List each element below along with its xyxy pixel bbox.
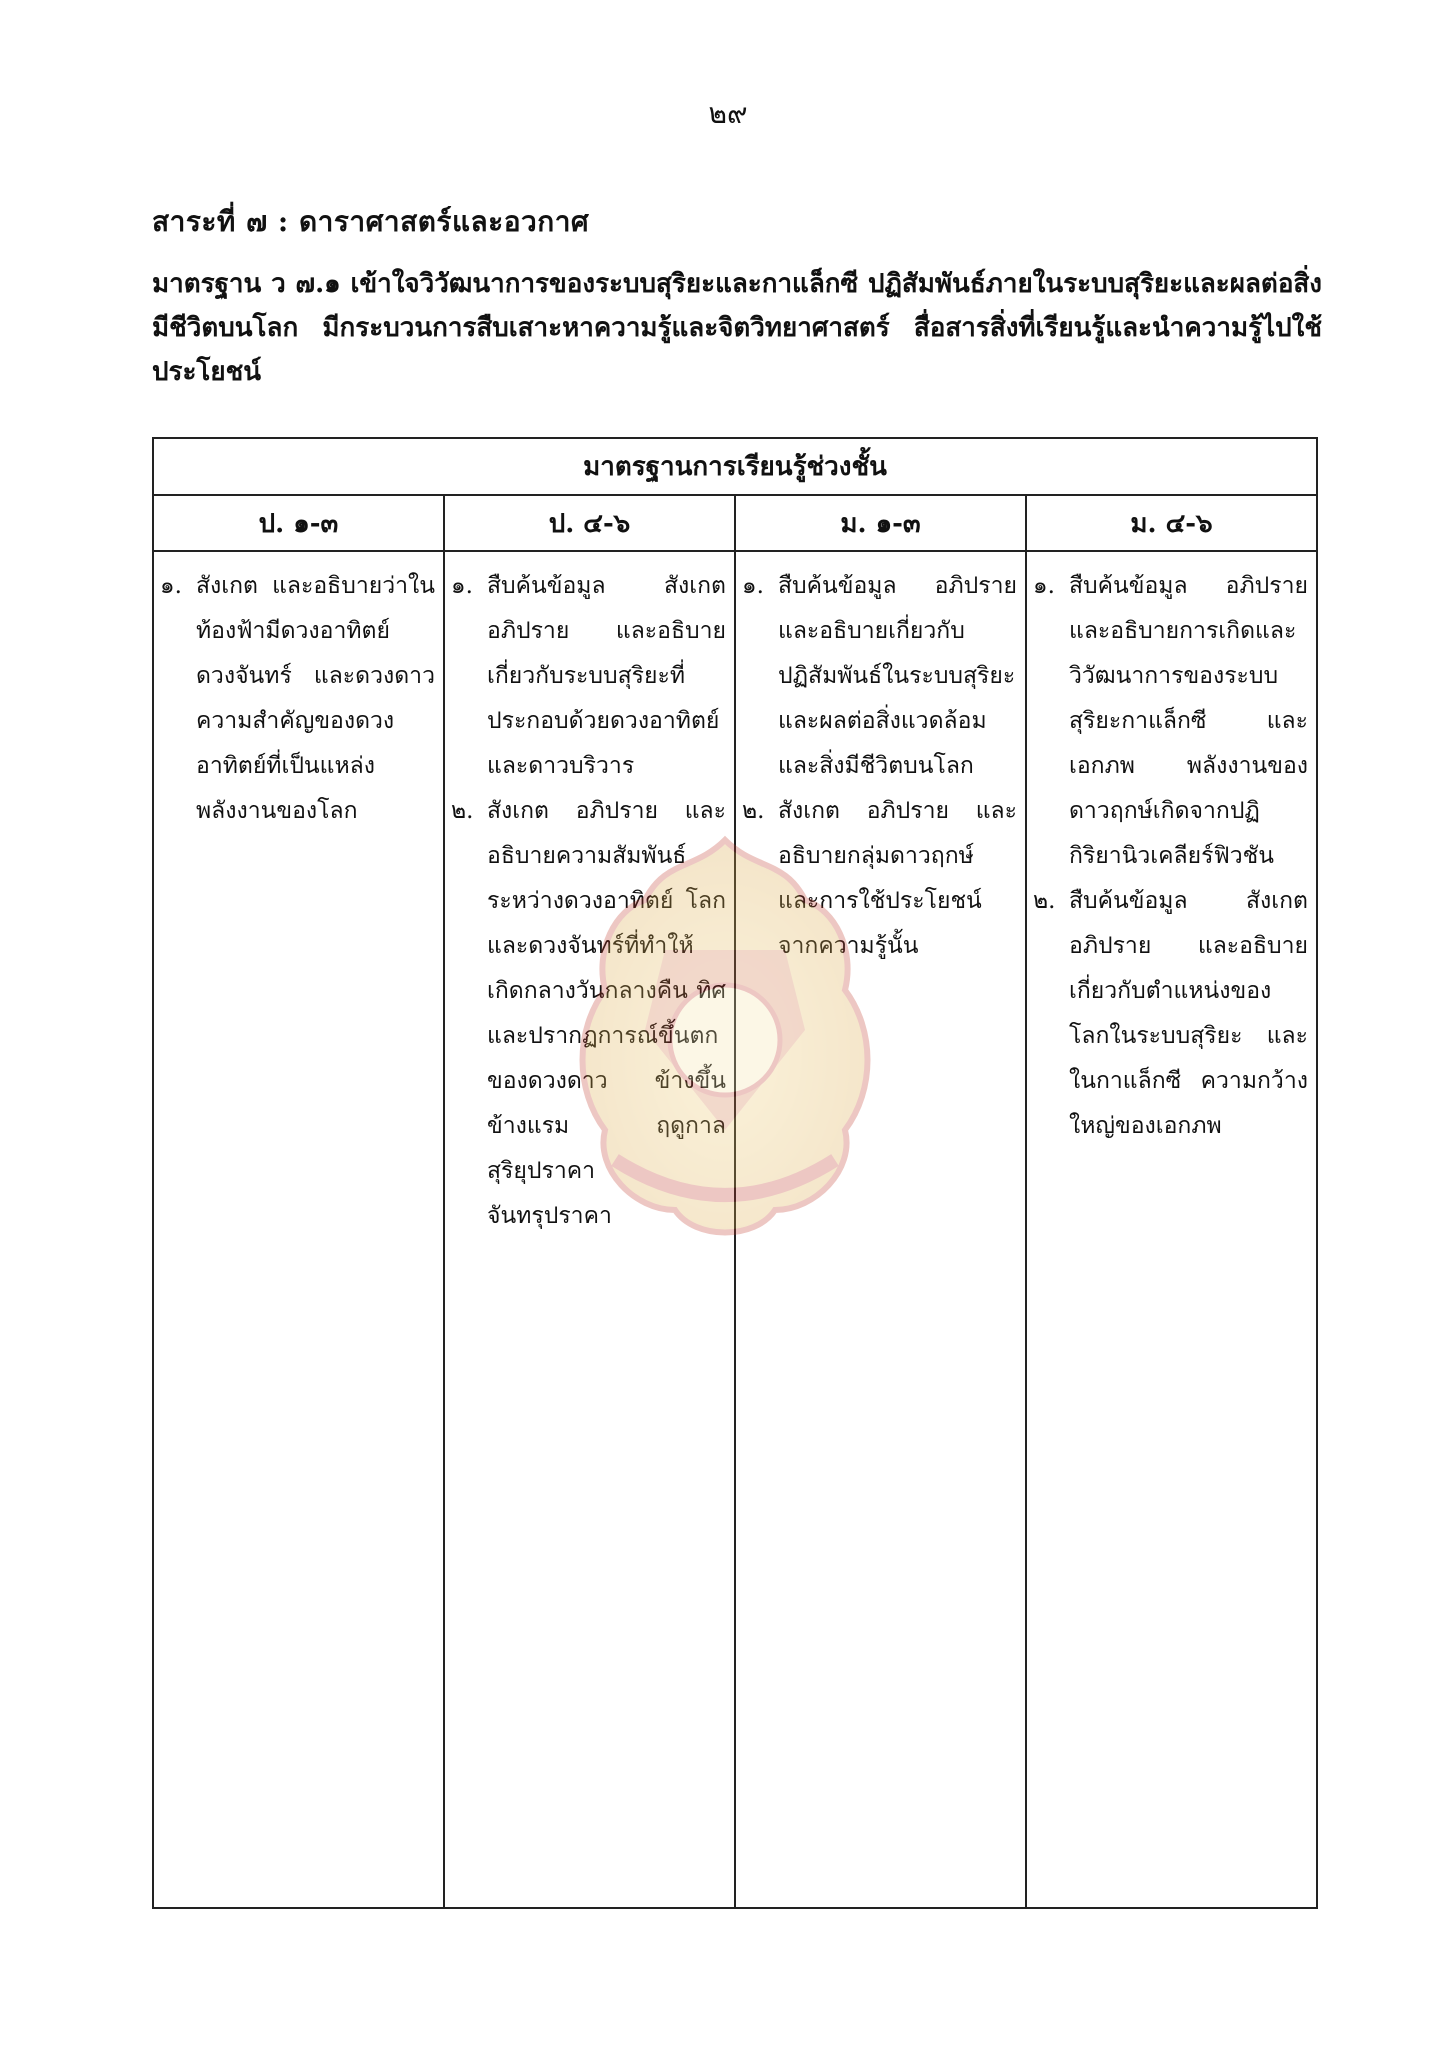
item-text: สืบค้นข้อมูล อภิปราย และอธิบายเกี่ยวกับปฏิสัมพันธ์ในระบบสุริยะและผลต่อสิ่งแวดล้อมและสิ่งมีชีวิตบนโลก [778,573,1017,779]
column-heading-p1-3: ป. ๑-๓ [153,495,444,551]
column-heading-p4-6: ป. ๔-๖ [444,495,735,551]
column-heading-row [153,495,1317,551]
column-heading-m1-3: ม. ๑-๓ [735,495,1026,551]
table-heading: มาตรฐานการเรียนรู้ช่วงชั้น [153,438,1317,495]
list-item [1033,564,1308,879]
item-number: ๒. [742,798,765,824]
standards-list [1033,564,1308,1149]
item-text: สืบค้นข้อมูล สังเกต อภิปราย และอธิบายเกี่ยวกับระบบสุริยะที่ประกอบด้วยดวงอาทิตย์และดาวบริวาร [487,573,726,779]
list-item [742,789,1017,969]
item-number: ๑. [742,573,764,599]
column-heading-m4-6: ม. ๔-๖ [1026,495,1317,551]
item-number: ๑. [1033,573,1055,599]
item-text: สืบค้นข้อมูล อภิปราย และอธิบายการเกิดและวิวัฒนาการของระบบสุริยะกาแล็กซี และเอกภพ พลังงานของดาวฤกษ์เกิดจากปฏิกิริยานิวเคลียร์ฟิวชัน [1069,573,1308,869]
item-text: สังเกต และอธิบายว่าในท้องฟ้ามีดวงอาทิตย์ ดวงจันทร์ และดวงดาว ความสำคัญของดวงอาทิตย์ที่เป็นแหล่งพลังงานของโลก [196,573,435,824]
standards-list [451,564,726,1239]
item-number: ๑. [451,573,473,599]
list-item [160,564,435,834]
content-cell-p4-6 [444,551,735,1908]
item-text: สังเกต อภิปราย และอธิบายกลุ่มดาวฤกษ์ และการใช้ประโยชน์จากความรู้นั้น [778,798,1017,959]
content-cell-p1-3 [153,551,444,1908]
strand-title: สาระที่ ๗ : ดาราศาสตร์และอวกาศ [152,205,590,238]
standards-list [160,564,435,834]
content-cell-m4-6 [1026,551,1317,1908]
item-text: สังเกต อภิปราย และอธิบายความสัมพันธ์ระหว่างดวงอาทิตย์ โลก และดวงจันทร์ที่ทำให้เกิดกลางวันกลางคืน ทิศ และปรากฏการณ์ขึ้นตกของดวงดาว ข้างขึ้นข้างแรม ฤดูกาล สุริยุปราคา จันทรุปราคา [487,798,726,1229]
standards-list [742,564,1017,969]
list-item [451,789,726,1239]
list-item [1033,879,1308,1149]
list-item [451,564,726,789]
standard-description: มาตรฐาน ว ๗.๑ เข้าใจวิวัฒนาการของระบบสุริยะและกาแล็กซี ปฏิสัมพันธ์ภายในระบบสุริยะและผลต่อสิ่งมีชีวิตบนโลก มีกระบวนการสืบเสาะหาความรู้และจิตวิทยาศาสตร์ สื่อสารสิ่งที่เรียนรู้และนำความรู้ไปใช้ประโยชน์ [152,269,1322,387]
content-cell-m1-3 [735,551,1026,1908]
item-number: ๒. [1033,888,1056,914]
page-number: ๒๙ [708,97,748,130]
item-text: สืบค้นข้อมูล สังเกต อภิปราย และอธิบายเกี่ยวกับตำแหน่งของโลกในระบบสุริยะ และในกาแล็กซี ความกว้างใหญ่ของเอกภพ [1069,888,1308,1139]
list-item [742,564,1017,789]
item-number: ๒. [451,798,474,824]
table-heading-row [153,438,1317,495]
learning-standards-table [152,437,1318,1909]
item-number: ๑. [160,573,182,599]
content-row [153,551,1317,1908]
